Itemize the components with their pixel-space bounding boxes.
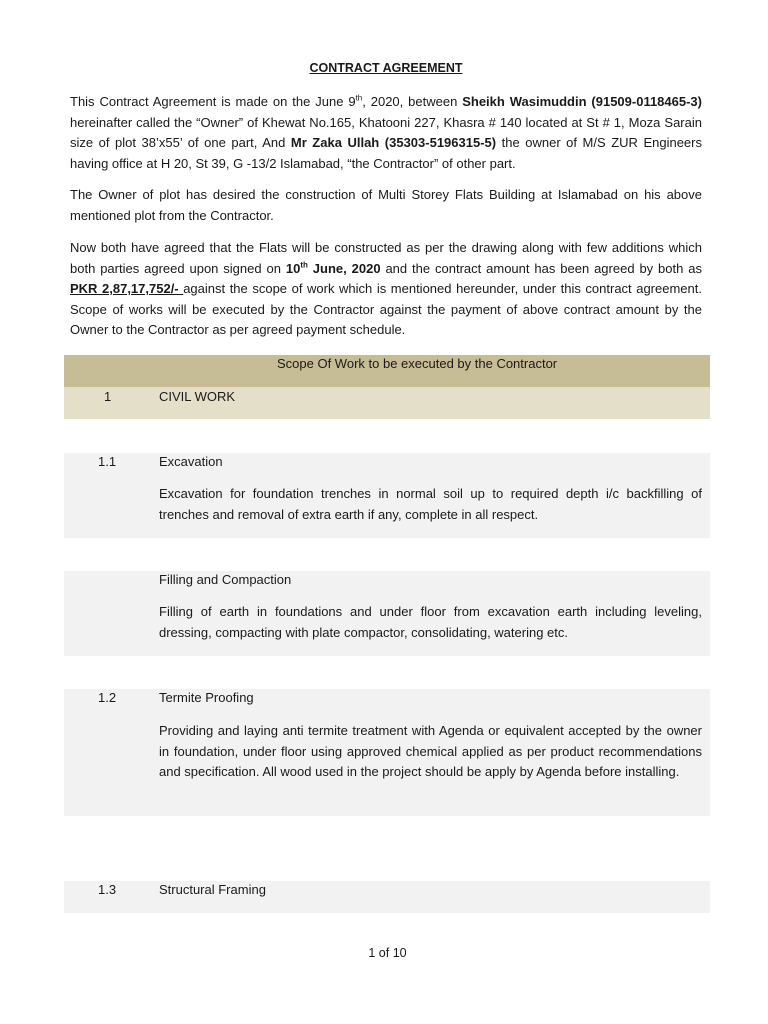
scope-item-excavation bbox=[64, 453, 710, 538]
intro-paragraph-2: The Owner of plot has desired the construction of Multi Storey Flats Building at Islamabad on his above mentioned plot from the Contractor. bbox=[70, 187, 702, 223]
item-description: Filling of earth in foundations and under floor from excavation earth including leveling, dressing, compacting with plate compactor, consolidating, watering etc. bbox=[159, 604, 702, 640]
item-label: Excavation bbox=[159, 454, 223, 469]
document-title: CONTRACT AGREEMENT bbox=[309, 61, 463, 75]
section-row-civil-work bbox=[64, 387, 710, 419]
item-label: Termite Proofing bbox=[159, 690, 254, 705]
scope-item-structural-framing bbox=[64, 881, 710, 913]
item-description: Excavation for foundation trenches in normal soil up to required depth i/c backfilling of trenches and removal of extra earth if any, complete in all respect. bbox=[159, 486, 702, 522]
item-number: 1.3 bbox=[98, 882, 117, 897]
intro-paragraph-3: Now both have agreed that the Flats will be constructed as per the drawing along with few additions which both parties agreed upon signed on 10th June, 2020 and the contract amount has been agreed by both as PKR 2,87,17,752/- against the scope of work which is mentioned hereunder, under this contract agreement. Scope of works will be executed by the Contractor against the payment of above contract amount by the Owner to the Contractor as per agreed payment schedule. bbox=[70, 240, 702, 337]
item-number: 1.2 bbox=[98, 690, 117, 705]
scope-table-header: Scope Of Work to be executed by the Contractor bbox=[64, 355, 710, 387]
item-description: Providing and laying anti termite treatment with Agenda or equivalent accepted by the owner in foundation, under floor using approved chemical applied as per product recommendations and specification. All wood used in the project should be apply by Agenda before installing. bbox=[159, 723, 702, 779]
section-number: 1 bbox=[104, 389, 112, 404]
page-number: 1 of 10 bbox=[368, 946, 407, 960]
contract-amount: PKR 2,87,17,752/- bbox=[70, 281, 184, 296]
scope-item-filling-compaction bbox=[64, 571, 710, 656]
contractor-name: Mr Zaka Ullah (35303-5196315-5) bbox=[290, 135, 497, 150]
intro-paragraph-1: This Contract Agreement is made on the June 9th, 2020, between Sheikh Wasimuddin (91509-0118465-3) hereinafter called the “Owner” of Khewat No.165, Khatooni 227, Khasra # 140 located at St # 1, Moza Sarain size of plot 38’x55’ of one part, And Mr Zaka Ullah (35303-5196315-5) the owner of M/S ZUR Engineers having office at H 20, St 39, G -13/2 Islamabad, “the Contractor” of other part. bbox=[70, 93, 702, 171]
section-label: CIVIL WORK bbox=[159, 389, 236, 404]
item-number: 1.1 bbox=[98, 454, 117, 469]
item-label: Structural Framing bbox=[159, 882, 266, 897]
item-label: Filling and Compaction bbox=[159, 572, 292, 587]
scope-item-termite-proofing bbox=[64, 689, 710, 816]
signed-date: 10th June, 2020 bbox=[285, 260, 381, 276]
owner-name: Sheikh Wasimuddin (91509-0118465-3) bbox=[462, 94, 702, 109]
